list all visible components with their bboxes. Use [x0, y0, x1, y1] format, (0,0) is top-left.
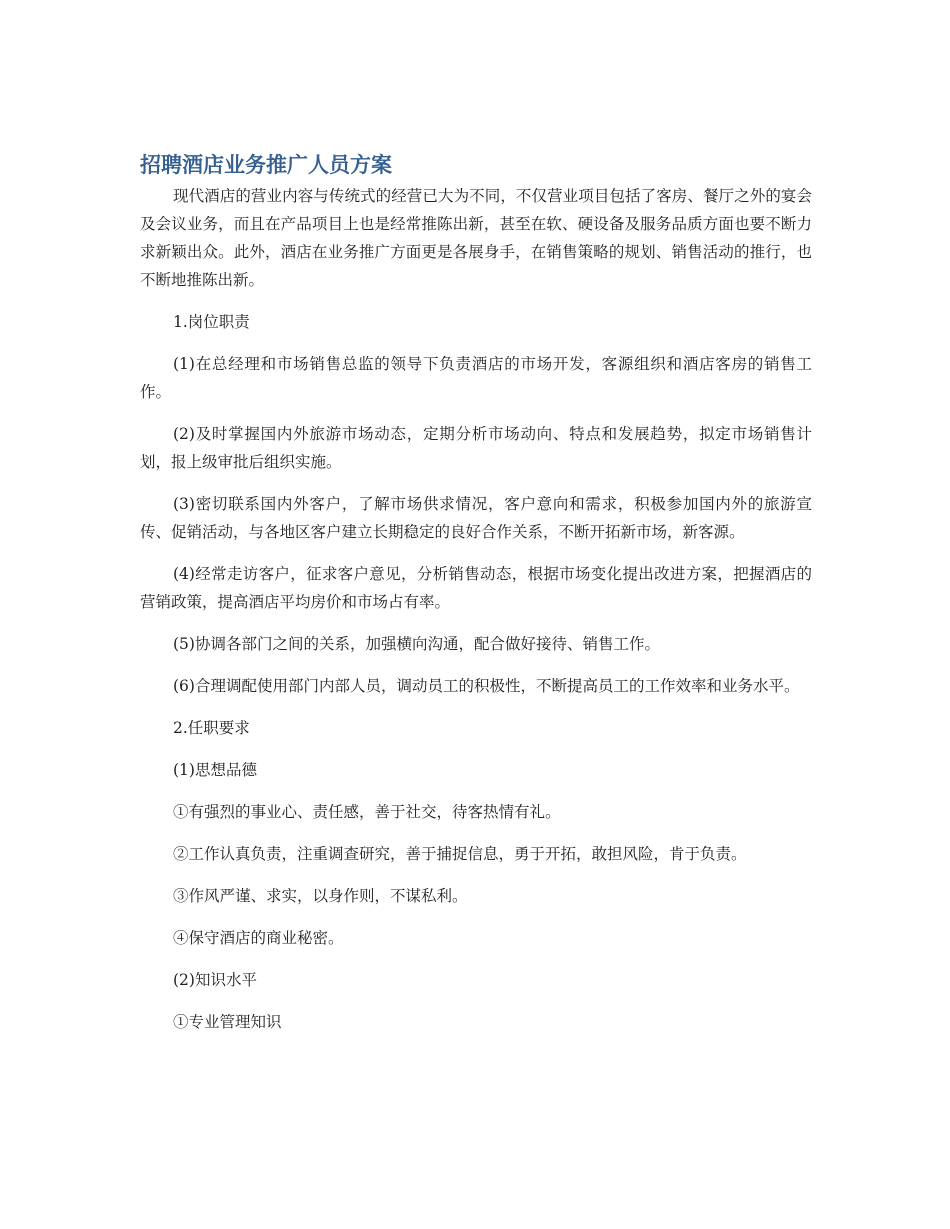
subsection-heading-morality: (1)思想品德 [173, 761, 257, 779]
document-body [140, 148, 812, 1036]
duty-item-4: (4)经常走访客户，征求客户意见，分析销售动态，根据市场变化提出改进方案，把握酒店的营销政策，提高酒店平均房价和市场占有率。 [140, 565, 812, 611]
duty-item-6: (6)合理调配使用部门内部人员，调动员工的积极性，不断提高员工的工作效率和业务水平。 [173, 677, 800, 695]
document-title: 招聘酒店业务推广人员方案 [140, 153, 392, 177]
subsection-heading-knowledge: (2)知识水平 [173, 971, 257, 989]
duty-item-5: (5)协调各部门之间的关系，加强横向沟通，配合做好接待、销售工作。 [173, 635, 660, 653]
morality-item-1: ①有强烈的事业心、责任感，善于社交，待客热情有礼。 [173, 803, 561, 821]
morality-item-4: ④保守酒店的商业秘密。 [173, 929, 344, 947]
section-heading-duties: 1.岗位职责 [173, 313, 250, 331]
duty-item-1: (1)在总经理和市场销售总监的领导下负责酒店的市场开发，客源组织和酒店客房的销售工作。 [140, 355, 812, 401]
duty-item-3: (3)密切联系国内外客户，了解市场供求情况，客户意向和需求，积极参加国内外的旅游宣传、促销活动，与各地区客户建立长期稳定的良好合作关系，不断开拓新市场，新客源。 [140, 495, 812, 541]
duty-item-2: (2)及时掌握国内外旅游市场动态，定期分析市场动向、特点和发展趋势，拟定市场销售计划，报上级审批后组织实施。 [140, 425, 812, 471]
morality-item-2: ②工作认真负责，注重调查研究，善于捕捉信息，勇于开拓，敢担风险，肯于负责。 [173, 845, 747, 863]
intro-paragraph: 现代酒店的营业内容与传统式的经营已大为不同，不仅营业项目包括了客房、餐厅之外的宴会及会议业务，而且在产品项目上也是经常推陈出新，甚至在软、硬设备及服务品质方面也要不断力求新颖出众。此外，酒店在业务推广方面更是各展身手，在销售策略的规划、销售活动的推行，也不断地推陈出新。 [140, 187, 812, 289]
section-heading-requirements: 2.任职要求 [173, 719, 250, 737]
morality-item-3: ③作风严谨、求实，以身作则，不谋私利。 [173, 887, 468, 905]
knowledge-item-1: ①专业管理知识 [173, 1013, 282, 1031]
